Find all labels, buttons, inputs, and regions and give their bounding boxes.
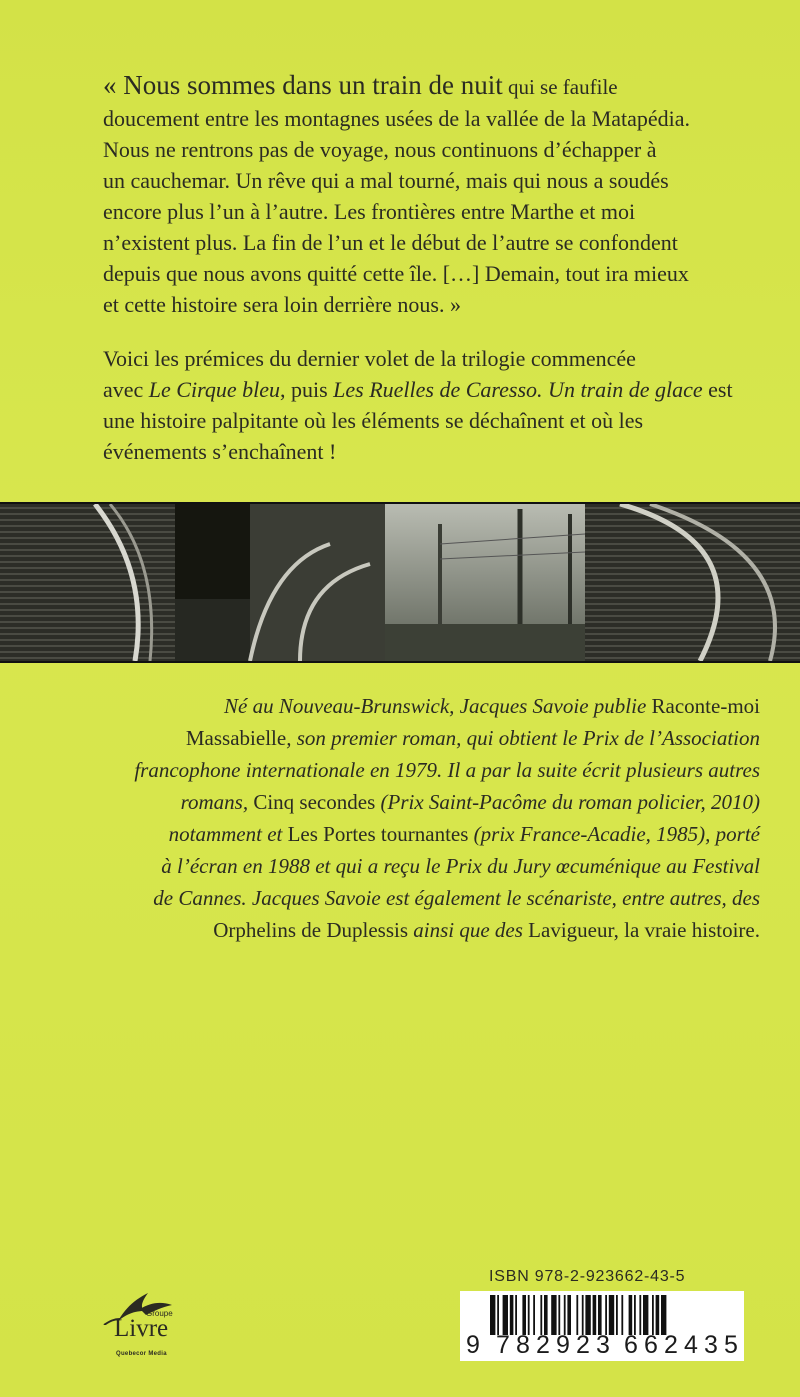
- publisher-logo: [96, 1285, 196, 1365]
- title-cirque-bleu: Le Cirque bleu: [148, 377, 280, 402]
- summary-line: une histoire palpitante où les éléments se déchaînent et où les: [103, 408, 644, 433]
- barcode-bar: [593, 1295, 597, 1335]
- logo-groupe-text: Groupe: [146, 1309, 173, 1318]
- barcode-bar: [605, 1295, 607, 1335]
- title-massabielle: Massabielle: [185, 726, 287, 750]
- bio-line: [100, 690, 760, 722]
- barcode-digit: 3: [704, 1331, 718, 1359]
- barcode-bar: [609, 1295, 614, 1335]
- bio-text: ainsi que des: [408, 918, 529, 942]
- barcode-digit: 2: [664, 1331, 678, 1359]
- barcode-digit: 9: [466, 1331, 480, 1359]
- barcode-bar: [544, 1295, 548, 1335]
- barcode-bar: [652, 1295, 654, 1335]
- barcode-bar: [528, 1295, 530, 1335]
- bio-text: (Prix Saint-Pacôme du roman policier, 2010): [375, 790, 760, 814]
- title-cinq-secondes: Cinq secondes: [253, 790, 376, 814]
- barcode-digit: 8: [516, 1331, 530, 1359]
- isbn-label: ISBN 978-2-923662-43-5: [489, 1268, 686, 1285]
- bio-text: notamment et: [168, 822, 288, 846]
- excerpt-line: depuis que nous avons quitté cette île. […] Demain, tout ira mieux: [103, 261, 689, 286]
- bio-line: [100, 914, 760, 946]
- summary-line: événements s’enchaînent !: [103, 439, 337, 464]
- barcode-digit: 9: [556, 1331, 570, 1359]
- barcode-bar: [639, 1295, 641, 1335]
- logo-quebecor-text: Quebecor Media: [116, 1351, 167, 1357]
- bio-line: [100, 786, 760, 818]
- bio-line: francophone internationale en 1979. Il a par la suite écrit plusieurs autres: [134, 758, 760, 782]
- book-summary: [103, 343, 753, 467]
- barcode-bar: [643, 1295, 648, 1335]
- summary-text: avec: [103, 377, 149, 402]
- excerpt-line: un cauchemar. Un rêve qui a mal tourné, mais qui nous a soudés: [103, 168, 669, 193]
- barcode-bar: [621, 1295, 623, 1335]
- bio-text: romans,: [180, 790, 254, 814]
- logo-livre-text: Livre: [114, 1315, 169, 1342]
- bio-text: , son premier roman, qui obtient le Prix de l’Association: [286, 726, 760, 750]
- barcode-bar: [497, 1295, 499, 1335]
- barcode-bar: [629, 1295, 633, 1335]
- barcode-bar: [616, 1295, 618, 1335]
- bio-line: à l’écran en 1988 et qui a reçu le Prix du Jury œcuménique au Festival: [161, 854, 760, 878]
- excerpt-lead-tail: qui se faufile: [502, 75, 618, 99]
- book-excerpt: [103, 70, 753, 320]
- barcode-bar: [515, 1295, 517, 1335]
- bio-text: (prix France-Acadie, 1985), porté: [468, 822, 760, 846]
- barcode-digit: 2: [536, 1331, 550, 1359]
- railway-tracks-image: [0, 504, 800, 661]
- excerpt-line: encore plus l’un à l’autre. Les frontières entre Marthe et moi: [103, 199, 636, 224]
- summary-text: est: [702, 377, 733, 402]
- excerpt-line: doucement entre les montagnes usées de la vallée de la Matapédia.: [103, 106, 691, 131]
- barcode-bar: [585, 1295, 590, 1335]
- barcode-bar: [503, 1295, 508, 1335]
- barcode-digit: 3: [596, 1331, 610, 1359]
- excerpt-lead: « Nous sommes dans un train de nuit: [103, 70, 503, 100]
- bio-text: Né au Nouveau-Brunswick, Jacques Savoie publie: [224, 694, 652, 718]
- barcode-bar: [510, 1295, 514, 1335]
- barcode-bar: [564, 1295, 566, 1335]
- excerpt-line: n’existent plus. La fin de l’un et le début de l’autre se confondent: [103, 230, 678, 255]
- railway-photo-strip: [0, 502, 800, 663]
- barcode-bar: [567, 1295, 571, 1335]
- barcode-bar: [490, 1295, 495, 1335]
- barcode-bar: [661, 1295, 666, 1335]
- title-portes-tournantes: Les Portes tournantes: [287, 822, 469, 846]
- barcode-bar: [558, 1295, 560, 1335]
- author-bio: [100, 690, 760, 946]
- barcode-bar: [576, 1295, 578, 1335]
- title-ruelles-train: Les Ruelles de Caresso. Un train de glace: [333, 377, 703, 402]
- barcode-bar: [533, 1295, 535, 1335]
- barcode-digit: 5: [724, 1331, 738, 1359]
- excerpt-line: et cette histoire sera loin derrière nous. »: [103, 292, 461, 317]
- barcode-bar: [656, 1295, 660, 1335]
- barcode-bar: [551, 1295, 556, 1335]
- barcode-digits: [460, 1331, 744, 1359]
- barcode-bar: [522, 1295, 526, 1335]
- barcode-digit: 7: [496, 1331, 510, 1359]
- title-orphelins: Orphelins de Duplessis: [213, 918, 409, 942]
- title-raconte-moi: Raconte-moi: [651, 694, 760, 718]
- bio-line: [100, 818, 760, 850]
- excerpt-line: [103, 70, 753, 103]
- barcode: [460, 1291, 744, 1361]
- barcode-digit: 4: [684, 1331, 698, 1359]
- bio-line: de Cannes. Jacques Savoie est également le scénariste, entre autres, des: [153, 886, 760, 910]
- summary-line: Voici les prémices du dernier volet de la trilogie commencée: [103, 346, 636, 371]
- summary-line: [103, 374, 753, 405]
- barcode-bar: [540, 1295, 542, 1335]
- excerpt-line: Nous ne rentrons pas de voyage, nous continuons d’échapper à: [103, 137, 657, 162]
- barcode-bar: [582, 1295, 584, 1335]
- bio-line: [100, 722, 760, 754]
- barcode-bar: [598, 1295, 602, 1335]
- barcode-digit: 6: [624, 1331, 638, 1359]
- summary-text: , puis: [279, 377, 334, 402]
- barcode-digit: 6: [644, 1331, 658, 1359]
- barcode-bar: [634, 1295, 636, 1335]
- barcode-digit: 2: [576, 1331, 590, 1359]
- title-lavigueur: Lavigueur, la vraie histoire.: [528, 918, 760, 942]
